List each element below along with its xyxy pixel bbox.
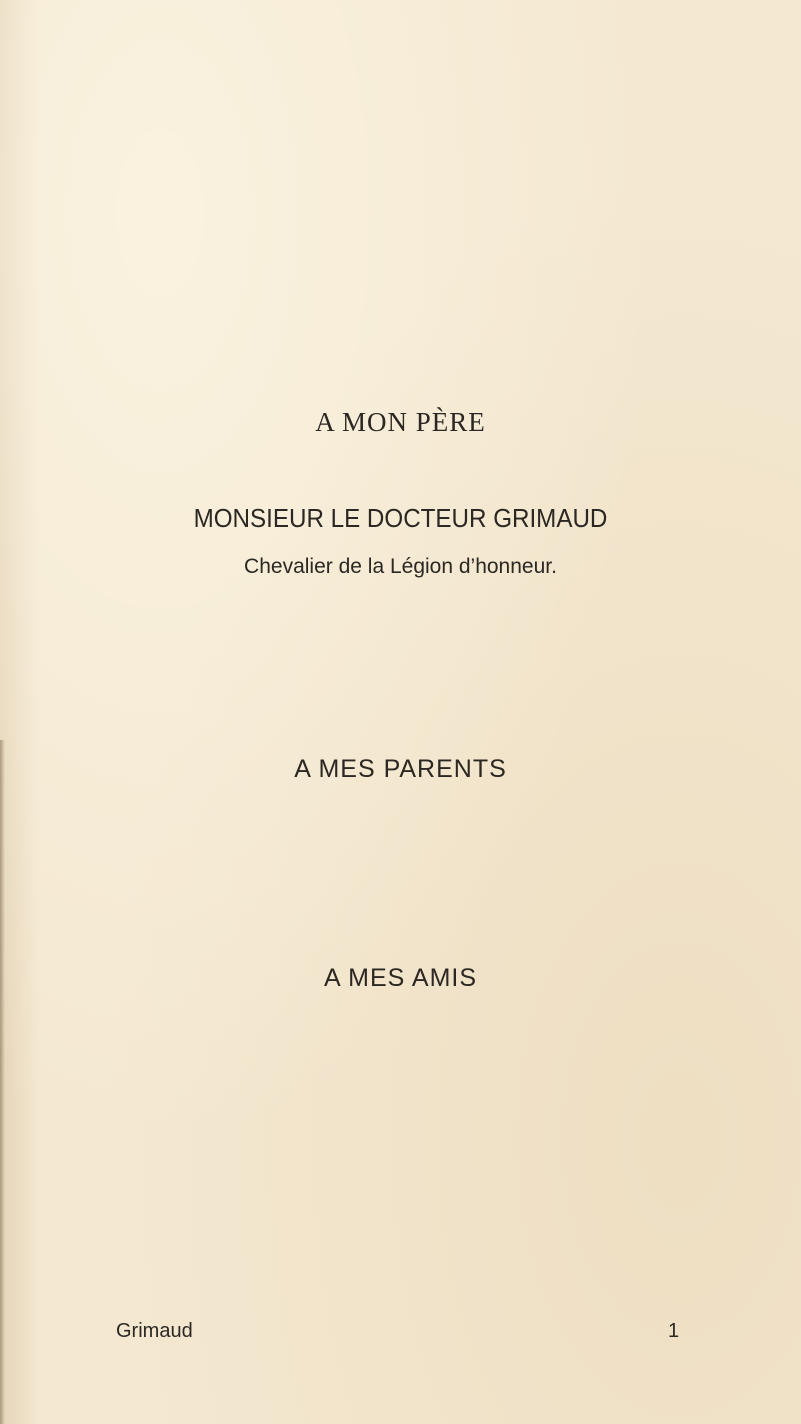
dedicatee-title: Chevalier de la Légion d’honneur. — [244, 555, 557, 578]
footer-author: Grimaud — [116, 1320, 193, 1342]
dedication-father: A MON PÈRE — [315, 407, 486, 437]
dedication-friends: A MES AMIS — [323, 964, 478, 992]
dedicatee-name: MONSIEUR LE DOCTEUR GRIMAUD — [193, 503, 608, 533]
signature-number: 1 — [668, 1320, 680, 1342]
page-edge-shadow — [0, 740, 5, 1424]
dedication-parents: A MES PARENTS — [294, 755, 507, 783]
